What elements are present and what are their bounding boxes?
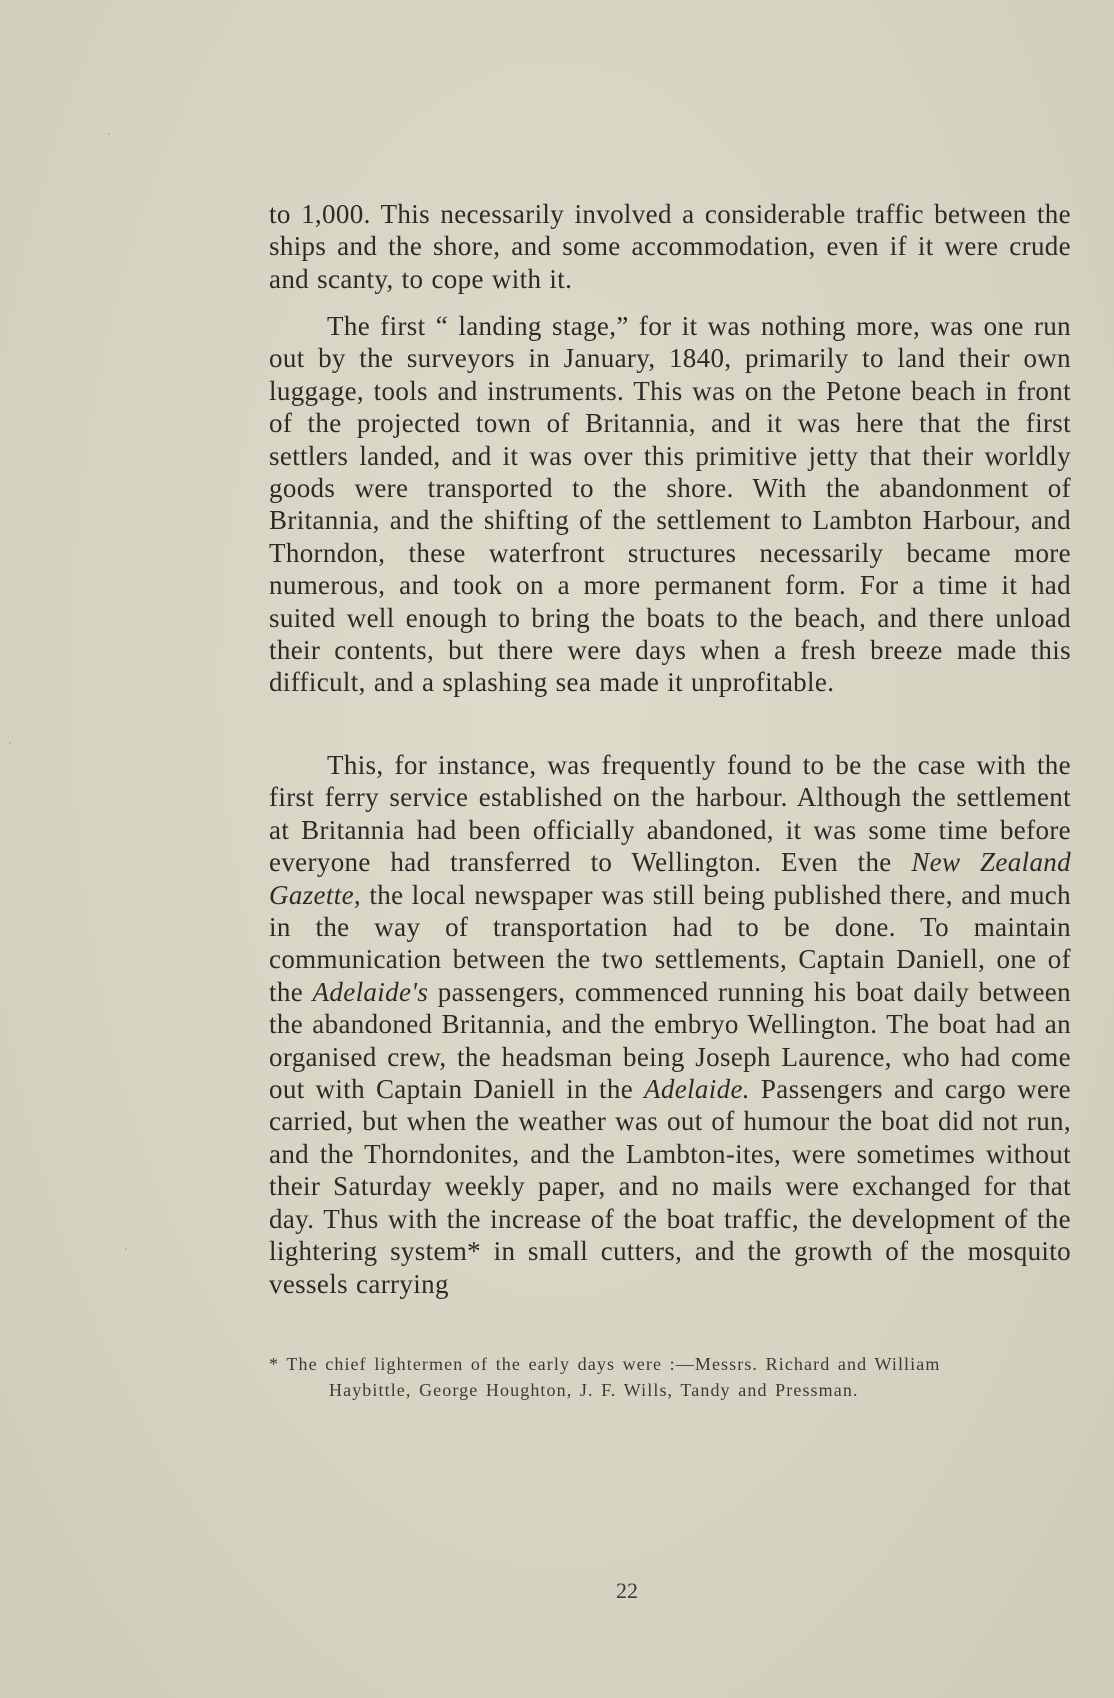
paragraph-1 <box>269 198 1071 295</box>
page-number: 22 <box>616 1578 638 1603</box>
paragraph-1-text: to 1,000. This necessarily involved a considerable traffic between the ships and the shore, and some accommodation, even if it were crude and scanty, to cope with it. <box>269 199 1071 294</box>
ship-name: Adelaide. <box>644 1074 750 1105</box>
paragraph-3-seg-1: This, for instance, was frequently found to be the case with the first ferry service established on the harbour. Although the settlement at Britannia had been officially abandoned, it was some time before everyone had transferred to Wellington. Even the <box>269 750 1071 878</box>
paragraph-3-seg-3: the local newspaper was still being published there, and much in the way of transportation had to be done. To maintain communication between the two settlements, Captain Daniell, one of the <box>269 879 1071 1007</box>
paper-speck <box>108 133 110 135</box>
paragraph-3-text <box>269 749 1071 1300</box>
footnote <box>269 1351 1079 1403</box>
ship-name-possessive: Adelaide's <box>312 976 429 1007</box>
paragraph-3 <box>269 749 1071 1300</box>
paragraph-2 <box>269 310 1071 699</box>
paper-speck <box>125 1248 127 1250</box>
footnote-line-2: Haybittle, George Houghton, J. F. Wills, Tandy and Pressman. <box>329 1380 859 1400</box>
newspaper-title: New Zealand Gazette, <box>269 847 1071 910</box>
paragraph-3-seg-5: passengers, commenced running his boat daily between the abandoned Britannia, and the embryo Wellington. The boat had an organised crew, the headsman being Joseph Laurence, who had come out with Captain Daniell in the <box>269 976 1071 1105</box>
paper-speck <box>9 742 11 744</box>
footnote-line-1: * The chief lightermen of the early days were :—Messrs. Richard and William <box>269 1354 941 1374</box>
paragraph-2-text: The first “ landing stage,” for it was nothing more, was one run out by the surveyors in January, 1840, primarily to land their own luggage, tools and instruments. This was on the Petone beach in front of the projected town of Britannia, and it was here that the first settlers landed, and it was over this primitive jetty that their worldly goods were transported to the shore. With the abandonment of Britannia, and the shifting of the settlement to Lambton Harbour, and Thorndon, these waterfront structures necessarily became more numerous, and took on a more permanent form. For a time it had suited well enough to bring the boats to the beach, and there unload their contents, but there were days when a fresh breeze made this difficult, and a splashing sea made it unprofitable. <box>269 311 1071 698</box>
paragraph-3-seg-7: Passengers and cargo were carried, but when the weather was out of humour the boat did not run, and the Thorndonites, and the Lambton-ites, were sometimes without their Saturday weekly paper, and no mails were exchanged for that day. Thus with the increase of the boat traffic, the development of the lightering system* in small cutters, and the growth of the mosquito vessels carrying <box>269 1074 1071 1299</box>
